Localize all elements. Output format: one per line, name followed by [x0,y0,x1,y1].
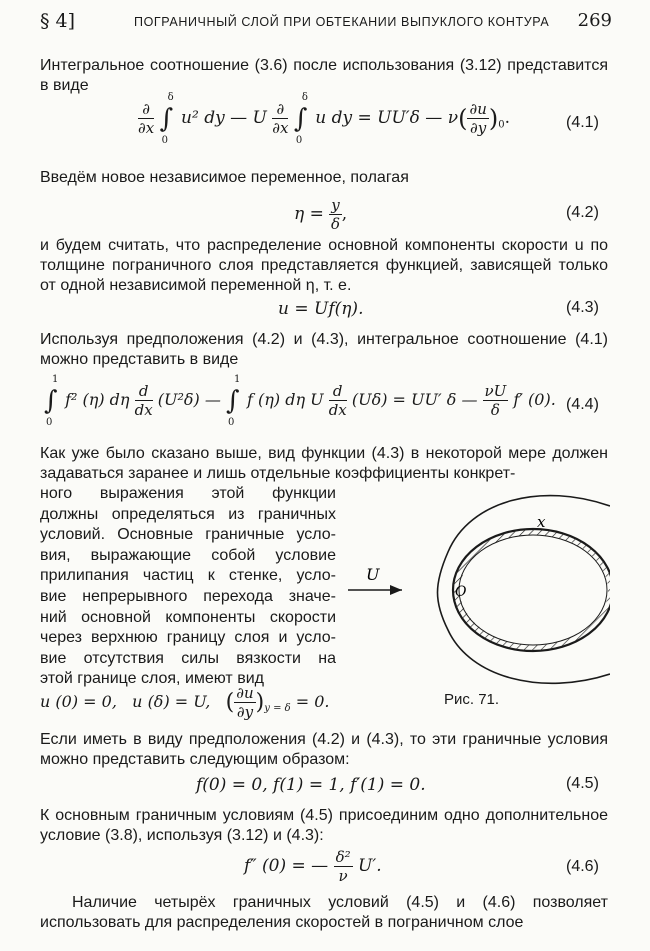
eq44-p2: (U²δ) — [157,390,221,409]
side-line: ного выражения этой функции [40,485,336,502]
eq46-rhs: U′. [358,856,382,876]
side-line: вие непрерывного перехода значе- [40,587,336,605]
eq-number-4-1: (4.1) [566,114,599,131]
equation-4-3 [278,299,363,319]
paragraph-2: Введём новое независимое переменное, полагая [40,169,409,186]
label-u: U [366,565,380,584]
running-header [40,10,612,34]
integral-sign: ∫ δ 0 [159,91,174,146]
side-line: вия, выражающие собой условие [40,546,336,564]
eq44-p3: f (η) dη U [247,390,324,409]
d-dx-2: $\frac{d}{dx}$ [328,382,347,419]
eq44-p5: f′ (0). [513,390,556,409]
eq46-num: δ² [335,848,351,866]
boundary-conditions: u (0) = 0, u (δ) = U, ( $\frac{\partial u}{\partial y}$ )$_{y = \delta} = 0$. [40,684,330,721]
eq42-den: δ [330,215,340,233]
eq44-p1: f² (η) dη [65,390,130,409]
paragraph-4: Используя предположения (4.2) и (4.3), интегральное соотношение (4.1) можно представить в виде [40,331,608,368]
eq45-body: f(0) = 0, f(1) = 1, f′(1) = 0. [196,775,426,795]
section-number: § 4] [40,10,76,32]
du-dy: $\frac{\partial u}{\partial y}$ [469,100,487,137]
side-line: этой границе слоя, имеют вид [40,670,264,688]
eq42-num: y [331,196,340,214]
side-line: ний основной компоненты скорости [40,608,336,626]
running-title: ПОГРАНИЧНЫЙ СЛОЙ ПРИ ОБТЕКАНИИ ВЫПУКЛОГО КОНТУРА [134,15,550,29]
eq-number-4-4: (4.4) [566,396,599,413]
eq43-body: u = Uf(η). [278,299,364,319]
side-line: условий. Основные граничные усло- [40,526,336,544]
flow-arrow-icon [390,585,402,595]
eq-number-4-3: (4.3) [566,299,599,316]
eq46-den: ν [338,867,348,885]
bc-b: u (δ) = U, [132,692,211,711]
paragraph-3: и будем считать, что распределение основной компоненты скорости u по толщине пограничного слоя представляется функцией, зависящей только от одной независимой переменной η, т. е. [40,237,608,294]
body-inner-contour [459,535,607,645]
paragraph-5: Как уже было сказано выше, вид функции (4.3) в некоторой мере должен задаваться заранее и лишь отдельные коэффициенты конкрет- [40,445,608,482]
bc-sub: y = δ [264,703,291,715]
eq42-fraction [329,196,341,233]
equation-4-6 [244,848,382,885]
eq44-p4: (Uδ) = UU′ δ — [351,390,478,409]
side-line: должны определяться из граничных [40,505,336,523]
figure-71 [342,492,610,688]
eq41-middle: u² dy — U [181,108,267,128]
side-line: через верхнюю границу слоя и усло- [40,629,336,647]
partial-derivative-x: $\frac{\partial}{\partial x}$ [138,100,155,137]
eq41-right: u dy = UU′δ — ν [315,108,459,128]
partial-derivative-x-2: $\frac{\partial}{\partial x}$ [272,100,289,137]
paragraph-7: К основным граничным условиям (4.5) присоединим одно дополнительное условие (3.8), используя (3.12) и (4.3): [40,807,608,844]
bc-a: u (0) = 0, [40,692,117,711]
integral-sign-2: ∫ δ 0 [293,91,308,146]
eq-number-4-5: (4.5) [566,775,599,792]
equation-4-2: η = $\frac{y}{\delta}$ , [294,196,348,233]
equation-4-1: $\frac{\partial}{\partial x}$ ∫ δ 0 u² dy — U $\frac{\partial}{\partial x}$ ∫ δ 0 u dy = UU′δ — ν( $\frac{\partial u}{\partial y}$ )$_0$. [138,91,511,146]
eq-number-4-6: (4.6) [566,858,599,875]
integral-sign-4: ∫ 1 0 [225,373,241,428]
label-o: O [455,584,467,600]
equation-4-5 [196,775,426,795]
paragraph-1: Интегральное соотношение (3.6) после использования (3.12) представится в виде [40,57,608,94]
side-line: вие отсутствия силы вязкости на [40,649,336,667]
bc-c: = 0. [295,692,330,711]
eq46-lhs: f″ (0) = — [244,856,329,876]
label-x: x [537,513,546,531]
side-line: прилипания частиц к стенке, усло- [40,567,336,585]
equation-4-4 [44,373,556,428]
eq-number-4-2: (4.2) [566,204,599,221]
eq46-fraction [334,848,353,885]
paragraph-8: Наличие четырёх граничных условий (4.5) и (4.6) позволяет использовать для распределения скоростей в пограничном слое [40,894,608,931]
bc-du-dy: $\frac{\partial u}{\partial y}$ [236,684,254,721]
page-number: 269 [577,10,612,31]
d-dx: $\frac{d}{dx}$ [134,382,153,419]
side-text [40,484,336,690]
integral-sign-3: ∫ 1 0 [44,373,59,428]
nu-u-over-delta: $\frac{\nu U}{\delta}$ [484,382,507,419]
paragraph-6: Если иметь в виду предположения (4.2) и (4.3), то эти граничные условия можно представить следующим образом: [40,731,608,768]
eq42-lhs: η = [294,204,324,224]
figure-caption: Рис. 71. [444,691,500,708]
